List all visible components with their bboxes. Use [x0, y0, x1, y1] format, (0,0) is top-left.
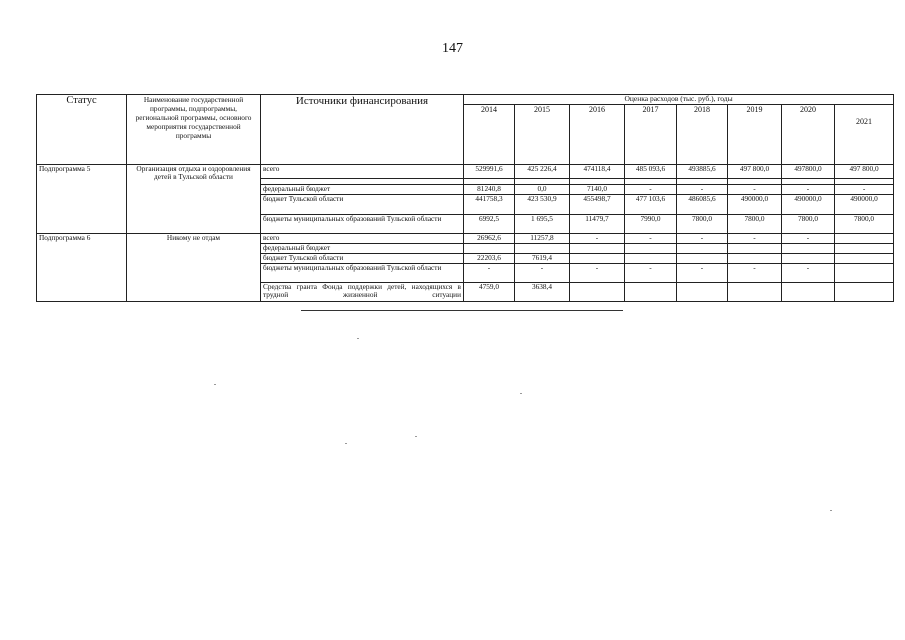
- value-cell: [835, 234, 894, 244]
- source-cell: всего: [261, 165, 464, 179]
- value-cell: -: [782, 185, 835, 195]
- table-row: [37, 234, 894, 244]
- value-cell: [782, 254, 835, 264]
- value-cell: -: [570, 234, 625, 244]
- value-cell: 497 800,0: [728, 165, 782, 179]
- scan-speck: [830, 510, 832, 511]
- value-cell: [728, 254, 782, 264]
- value-cell: [515, 244, 570, 254]
- scan-speck: [357, 338, 359, 339]
- value-cell: 477 103,6: [625, 195, 677, 215]
- value-cell: 485 093,6: [625, 165, 677, 179]
- source-cell: бюджеты муниципальных образований Тульской области: [261, 264, 464, 283]
- value-cell: 490000,0: [835, 195, 894, 215]
- value-cell: 7619,4: [515, 254, 570, 264]
- header-year: 2019: [728, 105, 782, 165]
- value-cell: [570, 283, 625, 302]
- value-cell: -: [677, 264, 728, 283]
- value-cell: 1 695,5: [515, 215, 570, 234]
- funding-table: [36, 94, 894, 302]
- header-status: Статус: [37, 95, 127, 165]
- header-year: 2016: [570, 105, 625, 165]
- value-cell: 26962,6: [464, 234, 515, 244]
- value-cell: 7800,0: [782, 215, 835, 234]
- value-cell: 7800,0: [835, 215, 894, 234]
- source-cell: бюджет Тульской области: [261, 254, 464, 264]
- value-cell: 0,0: [515, 185, 570, 195]
- value-cell: -: [464, 264, 515, 283]
- value-cell: [728, 283, 782, 302]
- value-cell: 81240,8: [464, 185, 515, 195]
- value-cell: 6992,5: [464, 215, 515, 234]
- scan-speck: [520, 393, 522, 394]
- source-cell: федеральный бюджет: [261, 244, 464, 254]
- status-cell: Подпрограмма 6: [37, 234, 127, 302]
- value-cell: 4759,0: [464, 283, 515, 302]
- closing-rule: [301, 310, 623, 311]
- value-cell: 493885,6: [677, 165, 728, 179]
- value-cell: 474118,4: [570, 165, 625, 179]
- header-year: 2017: [625, 105, 677, 165]
- value-cell: -: [677, 185, 728, 195]
- source-cell: федеральный бюджет: [261, 185, 464, 195]
- value-cell: [728, 244, 782, 254]
- header-year: 2020: [782, 105, 835, 165]
- value-cell: -: [515, 264, 570, 283]
- value-cell: 490000,0: [782, 195, 835, 215]
- header-year: 2021: [835, 105, 894, 165]
- value-cell: -: [677, 234, 728, 244]
- value-cell: -: [728, 264, 782, 283]
- value-cell: [570, 254, 625, 264]
- value-cell: -: [625, 234, 677, 244]
- value-cell: 486085,6: [677, 195, 728, 215]
- value-cell: [835, 283, 894, 302]
- header-year: 2015: [515, 105, 570, 165]
- scan-speck: [415, 436, 417, 437]
- scan-speck: [345, 443, 347, 444]
- value-cell: 423 530,9: [515, 195, 570, 215]
- value-cell: 7800,0: [677, 215, 728, 234]
- value-cell: 497 800,0: [835, 165, 894, 179]
- program-name-cell: Организация отдыха и оздоровления детей в Тульской области: [127, 165, 261, 234]
- value-cell: 529991,6: [464, 165, 515, 179]
- value-cell: 11257,8: [515, 234, 570, 244]
- header-estimate: Оценка расходов (тыс. руб.), годы: [464, 95, 894, 105]
- header-source: Источники финансирования: [261, 95, 464, 165]
- value-cell: [464, 244, 515, 254]
- value-cell: [782, 283, 835, 302]
- value-cell: [835, 244, 894, 254]
- value-cell: -: [782, 264, 835, 283]
- value-cell: 3638,4: [515, 283, 570, 302]
- value-cell: 7800,0: [728, 215, 782, 234]
- value-cell: [570, 244, 625, 254]
- scan-speck: [214, 384, 216, 385]
- source-cell: бюджеты муниципальных образований Тульской области: [261, 215, 464, 234]
- value-cell: -: [625, 185, 677, 195]
- value-cell: 497800,0: [782, 165, 835, 179]
- value-cell: [835, 254, 894, 264]
- value-cell: [677, 254, 728, 264]
- value-cell: [677, 283, 728, 302]
- header-year: 2018: [677, 105, 728, 165]
- value-cell: [782, 244, 835, 254]
- header-name: Наименование государственной программы, подпрограммы, региональной программы, основного мероприятия государственной программы: [127, 95, 261, 165]
- page-number: 147: [442, 41, 463, 56]
- table-row: [37, 165, 894, 179]
- value-cell: -: [835, 185, 894, 195]
- source-cell: бюджет Тульской области: [261, 195, 464, 215]
- status-cell: Подпрограмма 5: [37, 165, 127, 234]
- value-cell: 7140,0: [570, 185, 625, 195]
- value-cell: -: [728, 185, 782, 195]
- value-cell: [625, 283, 677, 302]
- program-name-cell: Никому не отдам: [127, 234, 261, 302]
- value-cell: 11479,7: [570, 215, 625, 234]
- value-cell: -: [625, 264, 677, 283]
- source-cell: всего: [261, 234, 464, 244]
- value-cell: 455498,7: [570, 195, 625, 215]
- value-cell: 425 226,4: [515, 165, 570, 179]
- value-cell: 441758,3: [464, 195, 515, 215]
- value-cell: 7990,0: [625, 215, 677, 234]
- value-cell: [625, 254, 677, 264]
- value-cell: -: [570, 264, 625, 283]
- header-year: 2014: [464, 105, 515, 165]
- value-cell: [835, 264, 894, 283]
- value-cell: 490000,0: [728, 195, 782, 215]
- value-cell: 22203,6: [464, 254, 515, 264]
- value-cell: -: [782, 234, 835, 244]
- value-cell: [625, 244, 677, 254]
- value-cell: [677, 244, 728, 254]
- value-cell: -: [728, 234, 782, 244]
- source-cell: Средства гранта Фонда поддержки детей, находящихся в трудной жизненной ситуации: [261, 283, 464, 302]
